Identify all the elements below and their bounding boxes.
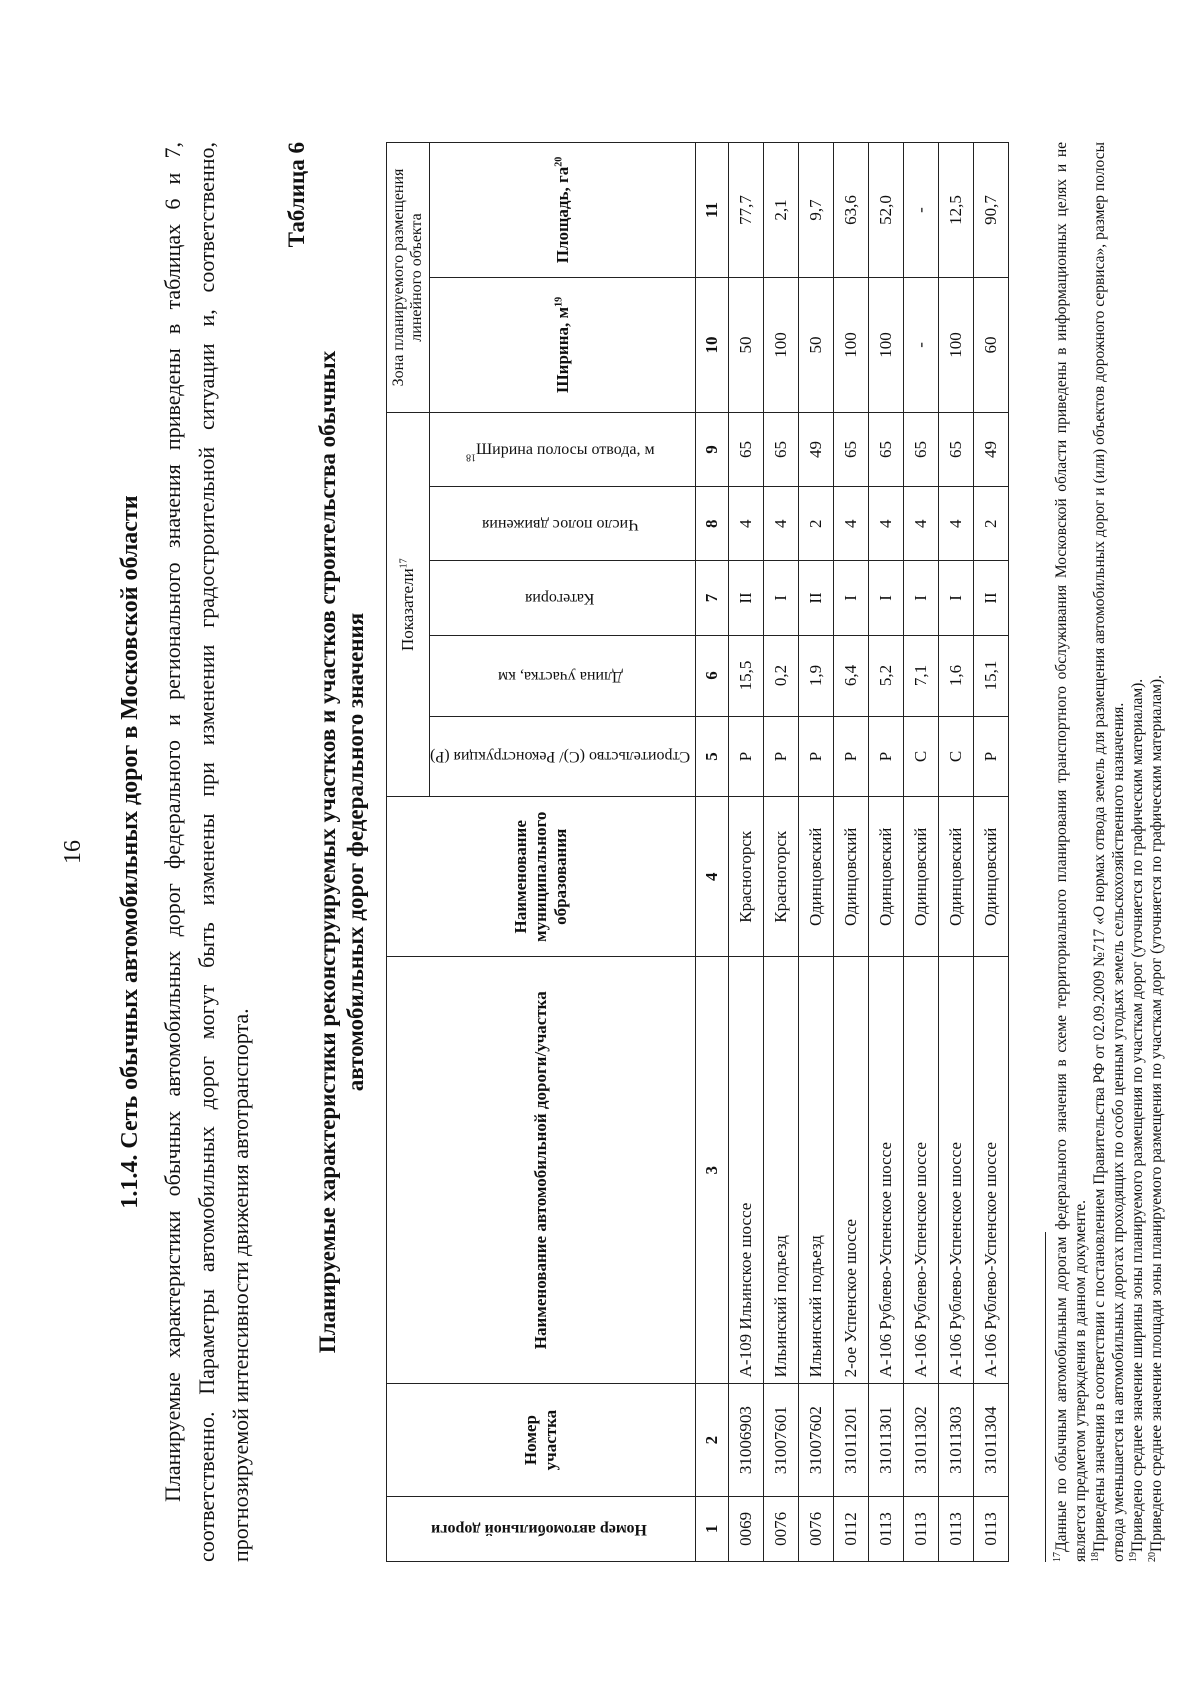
table-cell: I bbox=[764, 561, 799, 635]
table-cell: 15,1 bbox=[974, 635, 1009, 716]
section-heading: 1.1.4. Сеть обычных автомобильных дорог в Московской области bbox=[117, 495, 143, 1209]
header-lanes: Число полос движения bbox=[430, 487, 696, 561]
table-cell: 0113 bbox=[904, 1496, 939, 1561]
table-row bbox=[939, 143, 974, 1562]
table-cell: Р bbox=[869, 716, 904, 797]
header-zone: Зона планируемого размещения линейного объекта bbox=[387, 143, 430, 413]
table-cell: 49 bbox=[974, 412, 1009, 486]
table-cell: 31011301 bbox=[869, 1384, 904, 1496]
table-cell: 0076 bbox=[764, 1496, 799, 1561]
table-cell: 9,7 bbox=[799, 143, 834, 278]
table-cell: 50 bbox=[729, 277, 764, 412]
table-cell: 2 bbox=[799, 487, 834, 561]
table-cell: 5,2 bbox=[869, 635, 904, 716]
footnotes bbox=[1052, 142, 1166, 1562]
header-municipality: Наименование муниципального образования bbox=[387, 797, 696, 957]
column-number: 9 bbox=[696, 412, 729, 486]
table-cell: 4 bbox=[764, 487, 799, 561]
footnote-divider bbox=[1045, 1232, 1046, 1562]
table-cell: 31007601 bbox=[764, 1384, 799, 1496]
table-cell: Красногорск bbox=[764, 797, 799, 957]
table-row bbox=[974, 143, 1009, 1562]
table-row bbox=[834, 143, 869, 1562]
table-cell: I bbox=[904, 561, 939, 635]
column-number: 7 bbox=[696, 561, 729, 635]
table-cell: 65 bbox=[729, 412, 764, 486]
table-cell: 1,6 bbox=[939, 635, 974, 716]
table-cell: Ильинский подъезд bbox=[764, 957, 799, 1384]
column-number: 11 bbox=[696, 143, 729, 278]
table-cell: Р bbox=[729, 716, 764, 797]
column-number: 8 bbox=[696, 487, 729, 561]
table-cell: Р bbox=[764, 716, 799, 797]
header-road-name: Наименование автомобильной дороги/участка bbox=[387, 957, 696, 1384]
column-number: 10 bbox=[696, 277, 729, 412]
table-cell: А-106 Рублево-Успенское шоссе bbox=[974, 957, 1009, 1384]
table-cell: 12,5 bbox=[939, 143, 974, 278]
table-cell: II bbox=[974, 561, 1009, 635]
table-cell: 0113 bbox=[939, 1496, 974, 1561]
table-cell: Одинцовский bbox=[904, 797, 939, 957]
header-road-number: Номер автомобильной дороги bbox=[387, 1496, 696, 1561]
table-cell: 4 bbox=[904, 487, 939, 561]
table-title: Планируемые характеристики реконструируемых участков и участков строительства обычных автомобильных дорог федерального значения bbox=[315, 350, 368, 1354]
table-cell: 31006903 bbox=[729, 1384, 764, 1496]
table-cell: 7,1 bbox=[904, 635, 939, 716]
table-cell: 6,4 bbox=[834, 635, 869, 716]
table-row bbox=[764, 143, 799, 1562]
table-cell: 0112 bbox=[834, 1496, 869, 1561]
table-cell: - bbox=[904, 277, 939, 412]
table-cell: 100 bbox=[834, 277, 869, 412]
footnote-18: $^{18}$Приведены значения в соответствии с постановлением Правительства РФ от 02.09.2009 №717 «О нормах отвода земель для размещения автомобильных дорог и (или) объектов дорожного сервиса», размер полосы отвода уменьшается на автомобильных дорогах проходящих по особо ценным угодьях земель сельскохозяйственного назначения. bbox=[1089, 142, 1128, 1562]
table-cell: Р bbox=[974, 716, 1009, 797]
footnote-20: $^{20}$Приведено среднее значение площади зоны планируемого размещения по участкам дорог (уточняется по графическим материалам). bbox=[1146, 675, 1166, 1562]
table-cell: Р bbox=[834, 716, 869, 797]
intro-paragraph: Планируемые характеристики обычных автомобильных дорог федерального и регионального значения приведены в таблицах 6 и 7, соответственно. Параметры автомобильных дорог могут быть изменены при изменении градостроительной ситуации и, соответственно, прогнозируемой интенсивности движения автотранспорта. bbox=[160, 142, 253, 1562]
table-cell: Одинцовский bbox=[939, 797, 974, 957]
table-cell: 49 bbox=[799, 412, 834, 486]
table-cell: 65 bbox=[939, 412, 974, 486]
table-cell: А-106 Рублево-Успенское шоссе bbox=[904, 957, 939, 1384]
column-number: 2 bbox=[696, 1384, 729, 1496]
table-cell: С bbox=[939, 716, 974, 797]
table-cell: 90,7 bbox=[974, 143, 1009, 278]
table-cell: 31011304 bbox=[974, 1384, 1009, 1496]
table-row bbox=[869, 143, 904, 1562]
table-cell: 31011201 bbox=[834, 1384, 869, 1496]
table-cell: 2-ое Успенское шоссе bbox=[834, 957, 869, 1384]
footnote-17: $^{17}$Данные по обычным автомобильным дорогам федерального значения в схеме территориального планирования транспортного обслуживания Московской области приведены в информационных целях и не является предметом утверждения в данном документе. bbox=[1051, 142, 1090, 1562]
column-number-row bbox=[696, 143, 729, 1562]
table-cell: 31011302 bbox=[904, 1384, 939, 1496]
table-cell: II bbox=[799, 561, 834, 635]
table-cell: Одинцовский bbox=[974, 797, 1009, 957]
table-cell: Ильинский подъезд bbox=[799, 957, 834, 1384]
header-indicators: Показатели$^{17}$ bbox=[387, 412, 430, 797]
page-content bbox=[60, 142, 1166, 1562]
table-cell: 0113 bbox=[974, 1496, 1009, 1561]
table-cell: 100 bbox=[764, 277, 799, 412]
table-cell: С bbox=[904, 716, 939, 797]
table-cell: 77,7 bbox=[729, 143, 764, 278]
header-zone-area: Площадь, $га^{20}$ bbox=[430, 143, 696, 278]
table-cell: 52,0 bbox=[869, 143, 904, 278]
table-cell: 2,1 bbox=[764, 143, 799, 278]
table-cell: 1,9 bbox=[799, 635, 834, 716]
table-cell: - bbox=[904, 143, 939, 278]
column-number: 3 bbox=[696, 957, 729, 1384]
header-category: Категория bbox=[430, 561, 696, 635]
table-cell: А-106 Рублево-Успенское шоссе bbox=[939, 957, 974, 1384]
table-cell: А-109 Ильинское шоссе bbox=[729, 957, 764, 1384]
table-cell: I bbox=[869, 561, 904, 635]
header-construction: Строительство (С)/ Реконструкция (Р) bbox=[430, 716, 696, 797]
roads-table bbox=[386, 142, 1009, 1562]
column-number: 6 bbox=[696, 635, 729, 716]
table-cell: I bbox=[939, 561, 974, 635]
footnote-19: $^{19}$Приведено среднее значение ширины зоны планируемого размещения по участкам дорог (уточняется по графическим материалам). bbox=[1127, 678, 1147, 1562]
table-cell: Красногорск bbox=[729, 797, 764, 957]
table-cell: 0,2 bbox=[764, 635, 799, 716]
table-row bbox=[799, 143, 834, 1562]
column-number: 4 bbox=[696, 797, 729, 957]
table-cell: 0113 bbox=[869, 1496, 904, 1561]
table-cell: Одинцовский bbox=[834, 797, 869, 957]
table-cell: 0069 bbox=[729, 1496, 764, 1561]
table-body bbox=[729, 143, 1009, 1562]
table-cell: 15,5 bbox=[729, 635, 764, 716]
table-cell: 4 bbox=[729, 487, 764, 561]
table-cell: Одинцовский bbox=[869, 797, 904, 957]
table-cell: 4 bbox=[834, 487, 869, 561]
table-cell: 100 bbox=[939, 277, 974, 412]
header-row-width: Ширина полосы отвода, $м^{18}$ bbox=[430, 412, 696, 486]
table-cell: 4 bbox=[939, 487, 974, 561]
page-number: 16 bbox=[60, 840, 86, 864]
table-cell: 50 bbox=[799, 277, 834, 412]
table-cell: 31007602 bbox=[799, 1384, 834, 1496]
column-number: 1 bbox=[696, 1496, 729, 1561]
table-cell: 4 bbox=[869, 487, 904, 561]
table-cell: 65 bbox=[834, 412, 869, 486]
table-label: Таблица 6 bbox=[284, 142, 309, 248]
table-cell: 63,6 bbox=[834, 143, 869, 278]
table-cell: Одинцовский bbox=[799, 797, 834, 957]
table-cell: 65 bbox=[869, 412, 904, 486]
header-length: Длина участка, км bbox=[430, 635, 696, 716]
header-section-number: Номер участка bbox=[387, 1384, 696, 1496]
table-cell: 65 bbox=[764, 412, 799, 486]
table-cell: 100 bbox=[869, 277, 904, 412]
column-number: 5 bbox=[696, 716, 729, 797]
table-cell: А-106 Рублево-Успенское шоссе bbox=[869, 957, 904, 1384]
table-cell: 65 bbox=[904, 412, 939, 486]
table-row bbox=[904, 143, 939, 1562]
table-cell: 0076 bbox=[799, 1496, 834, 1561]
table-cell: Р bbox=[799, 716, 834, 797]
table-cell: 31011303 bbox=[939, 1384, 974, 1496]
header-zone-width: Ширина, $м^{19}$ bbox=[430, 277, 696, 412]
table-cell: I bbox=[834, 561, 869, 635]
table-cell: II bbox=[729, 561, 764, 635]
table-row bbox=[729, 143, 764, 1562]
table-cell: 60 bbox=[974, 277, 1009, 412]
table-cell: 2 bbox=[974, 487, 1009, 561]
